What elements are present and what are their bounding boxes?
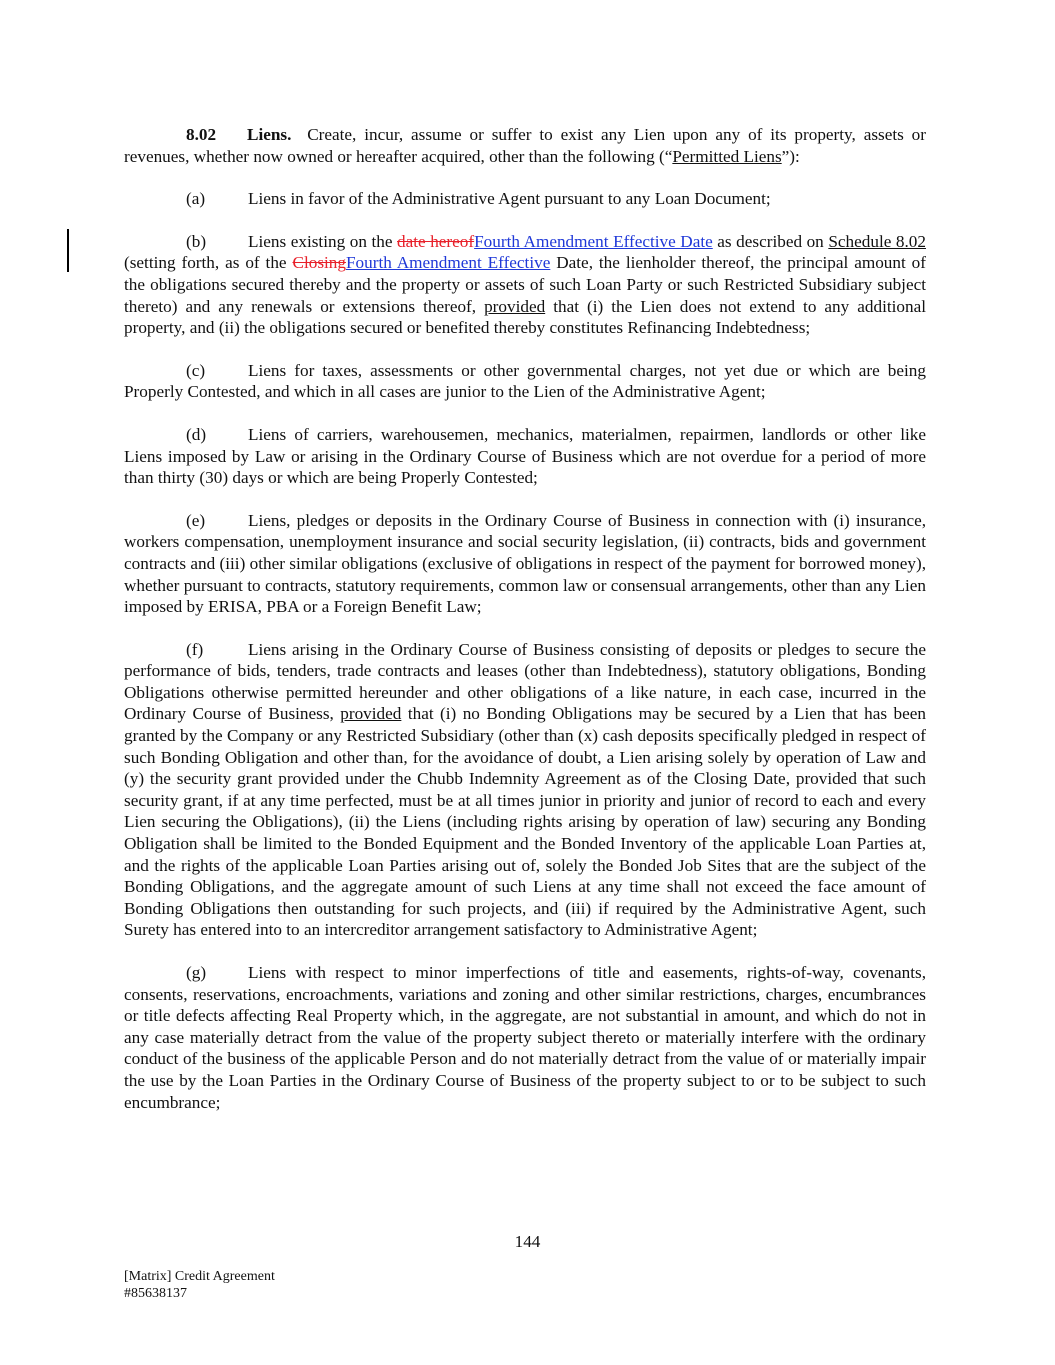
section-intro-tail: ”): [781,146,800,166]
clause-b [124,231,926,339]
section-8-02-intro [124,124,926,167]
clause-text: Liens existing on the [248,231,398,251]
clause-text: as described on [712,231,829,251]
clause-label: (b) [186,231,207,251]
schedule-reference: Schedule 8.02 [828,231,926,251]
clause-label: (e) [186,510,206,530]
deleted-text: date hereof [397,231,475,251]
clause-label: (d) [186,424,207,444]
section-title: Liens. [247,125,292,144]
clause-label: (f) [186,639,204,659]
section-number: 8.02 [186,125,217,144]
clause-text: Liens for taxes, assessments or other governmental charges, not yet due or which are being Properly Contested, and which in all cases are junior to the Lien of the Administrative Agent; [124,360,926,402]
clause-text: (setting forth, as of the [124,253,293,273]
inserted-text: Fourth Amendment Effective Date [474,231,713,251]
document-footer [124,1268,275,1302]
footer-doc-id: #85638137 [124,1286,187,1301]
clause-text: Liens with respect to minor imperfections of title and easements, rights-of-way, covenants, consents, reservations, encroachments, variations and zoning and other similar restrictions, charges, encumbrances or title defects affecting Real Property which, in the aggregate, are not substantial in amount, and which do not in any case materially detract from the value of the property subject thereto or materially interfere with the ordinary conduct of the business of the applicable Person and do not materially detract from the value of or materially impair the use by the Loan Parties in the Ordinary Course of Business of the property subject to or to be subject to such encumbrance; [124,963,926,1112]
footer-title: [Matrix] Credit Agreement [124,1269,275,1284]
document-page [124,124,926,1134]
clause-c [124,360,926,403]
provided-term: provided [340,704,402,724]
clause-label: (a) [186,189,206,209]
defined-term-permitted-liens: Permitted Liens [672,146,782,166]
clause-a [124,188,926,210]
inserted-text: Fourth Amendment Effective [345,253,551,273]
clause-d [124,424,926,489]
clause-text: Liens, pledges or deposits in the Ordinary Course of Business in connection with (i) insurance, workers compensation, unemployment insurance and social security legislation, (ii) contracts, bids and government contracts and (iii) other similar obligations (exclusive of obligations in respect of the payment for borrowed money), whether pursuant to contracts, statutory requirements, common law or consensual arrangements, other than any Lien imposed by ERISA, PBA or a Foreign Benefit Law; [124,510,926,617]
clause-text: Liens in favor of the Administrative Agent pursuant to any Loan Document; [248,189,771,209]
provided-term: provided [484,296,546,316]
clause-text: Liens of carriers, warehousemen, mechanics, materialmen, repairmen, landlords or other like Liens imposed by Law or arising in the Ordinary Course of Business which are not overdue for a period of more than thirty (30) days or which are being Properly Contested; [124,424,926,488]
clause-text: that (i) the Lien does not extend to any additional property, and (ii) the obligations secured or benefited thereby constitutes Refinancing Indebtedness; [124,296,926,338]
clause-f [124,639,926,941]
clause-text: Liens arising in the Ordinary Course of Business consisting of deposits or pledges to secure the performance of bids, tenders, trade contracts and leases (other than Indebtedness), statutory obligations, Bonding Obligations otherwise permitted hereunder and other obligations of a like nature, in each case, incurred in the Ordinary Course of Business, [124,639,926,724]
revision-change-bar [67,229,69,272]
section-intro-text: Create, incur, assume or suffer to exist any Lien upon any of its property, assets or revenues, whether now owned or hereafter acquired, other than the following (“ [124,125,927,166]
clause-label: (g) [186,963,207,982]
clause-text: Date, the lienholder thereof, the principal amount of the obligations secured thereby and the property or assets of such Loan Party or such Restricted Subsidiary subject thereto) and any renewals or extensions thereof, [124,253,926,316]
clause-text: that (i) no Bonding Obligations may be secured by a Lien that has been granted by the Company or any Restricted Subsidiary (other than (x) cash deposits specifically pledged in respect of such Bonding Obligation and other than, for the avoidance of doubt, a Lien arising solely by operation of Law and (y) the security grant provided under the Chubb Indemnity Agreement as of the Closing Date, provided that such security grant, if at any time perfected, must be at all times junior in priority and junior of record to each and every Lien securing the Obligations), (ii) the Liens (including rights arising by operation of law) securing any Bonding Obligation shall be limited to the Bonded Equipment and the Bonded Inventory of the applicable Loan Parties at, and the rights of the applicable Loan Parties arising out of, solely the Bonded Job Sites that are the subject of the Bonding Obligations, and the aggregate amount of such Liens at any time shall not exceed the face amount of Bonding Obligations then outstanding for such projects, and (iii) if required by the Administrative Agent, such Surety has entered into to an intercreditor arrangement satisfactory to Administrative Agent; [124,704,926,940]
clause-e [124,510,926,618]
page-number: 144 [514,1232,541,1251]
deleted-text: Closing [292,253,346,273]
clause-g [124,962,926,1113]
clause-label: (c) [186,360,206,380]
